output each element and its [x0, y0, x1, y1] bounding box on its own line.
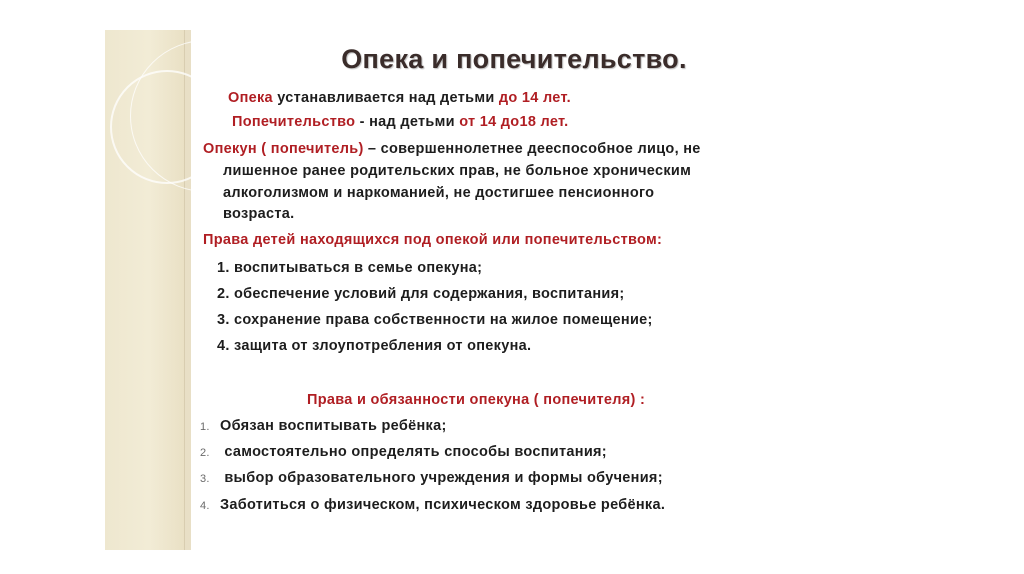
duties-item-4 — [200, 497, 665, 513]
opeka-age: до 14 лет. — [498, 90, 571, 106]
duties-heading: Права и обязанности опекуна ( попечителя) : — [307, 392, 646, 408]
popech-line — [232, 114, 568, 130]
duties-item-1 — [200, 418, 447, 434]
opeka-text: устанавливается над детьми — [272, 90, 499, 106]
rights-item-1: 1. воспитываться в семье опекуна; — [217, 260, 483, 276]
duties-num-4: 4. — [200, 500, 210, 512]
duties-text-3: выбор образовательного учреждения и формы обучения; — [220, 470, 663, 486]
duties-text-2: самостоятельно определять способы воспитания; — [220, 444, 607, 460]
slide-title: Опека и попечительство. — [341, 44, 687, 74]
opekun-line-1 — [203, 141, 701, 157]
popech-term: Попечительство — [232, 114, 356, 130]
duties-item-2 — [200, 444, 607, 460]
decorative-side-panel — [105, 30, 191, 550]
opekun-line-3: алкоголизмом и наркоманией, не достигшее пенсионного — [223, 185, 655, 201]
popech-age: от 14 до18 лет. — [459, 114, 569, 130]
duties-num-1: 1. — [200, 421, 210, 433]
duties-num-2: 2. — [200, 447, 210, 459]
slide — [105, 30, 923, 550]
opekun-line-2: лишенное ранее родительских прав, не больное хроническим — [223, 163, 692, 179]
duties-item-3 — [200, 470, 663, 486]
rights-item-2: 2. обеспечение условий для содержания, воспитания; — [217, 286, 625, 302]
rights-item-4: 4. защита от злоупотребления от опекуна. — [217, 338, 532, 354]
rights-item-3: 3. сохранение права собственности на жилое помещение; — [217, 312, 653, 328]
opekun-line-4: возраста. — [223, 206, 295, 222]
duties-text-4: Заботиться о физическом, психическом здоровье ребёнка. — [220, 497, 666, 513]
duties-text-1: Обязан воспитывать ребёнка; — [220, 418, 447, 434]
rights-heading: Права детей находящихся под опекой или попечительством: — [203, 232, 663, 248]
opekun-term: Опекун ( попечитель) — [203, 141, 364, 157]
opeka-line — [228, 90, 571, 106]
popech-text: - над детьми — [355, 114, 460, 130]
opekun-text-1: – совершеннолетнее дееспособное лицо, не — [363, 141, 701, 157]
duties-num-3: 3. — [200, 473, 210, 485]
opeka-term: Опека — [228, 90, 273, 106]
